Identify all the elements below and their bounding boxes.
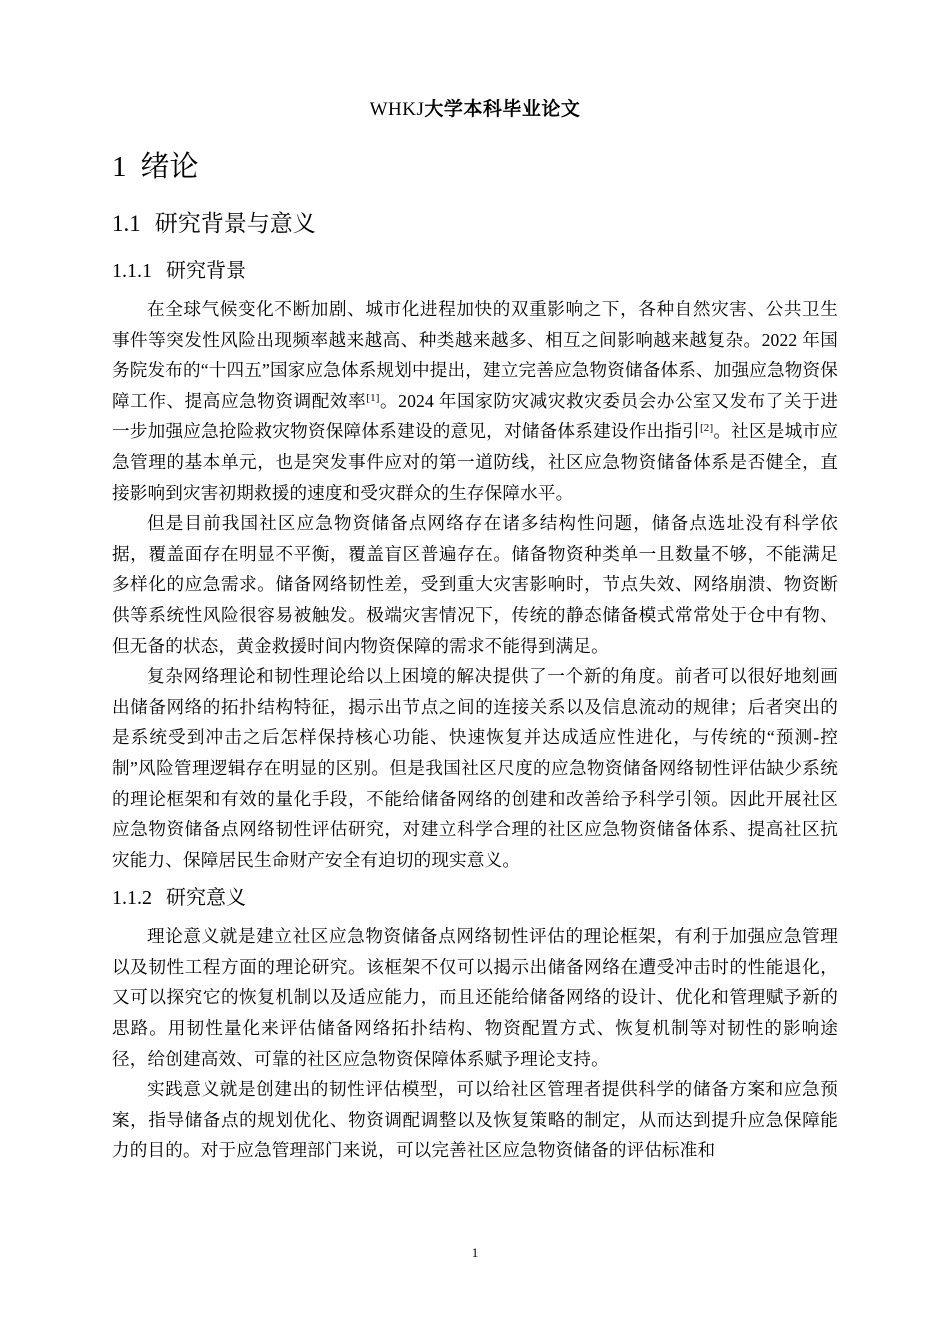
subsection-title: 研究背景 — [166, 258, 246, 282]
subsection-number: 1.1.1 — [112, 260, 152, 282]
paragraph-significance-2: 实践意义就是创建出的韧性评估模型，可以给社区管理者提供科学的储备方案和应急预案，指导储备点的规划优化、物资调配调整以及恢复策略的制定，从而达到提升应急保障能力的目的。对于应急管理部门来说，可以完善社区应急物资储备的评估标准和 — [112, 1079, 838, 1161]
paragraph-text: 在全球气候变化不断加剧、城市化进程加快的双重影响之下，各种自然灾害、公共卫生事件等突发性风险出现频率越来越高、种类越来越多、相互之间影响越来越复杂。2022 年国务院发布的“十四五”国家应急体系规划中提出，建立完善应急物资储备体系、加强应急物资保障工作、提高应急物资调配效率 — [112, 299, 838, 411]
citation-ref-1: [1] — [366, 391, 380, 404]
paragraph-text: 。2024 年国家防灾减灾救灾委员会办公室又发布了关于进一步加强应急抢险救灾物资保障体系建设的意见，对储备体系建设作出指引 — [112, 390, 838, 442]
body-content — [112, 140, 838, 1166]
paragraph-background-2: 但是目前我国社区应急物资储备点网络存在诸多结构性问题，储备点选址没有科学依据，覆盖面存在明显不平衡，覆盖盲区普遍存在。储备物资种类单一且数量不够，不能满足多样化的应急需求。储备网络韧性差，受到重大灾害影响时，节点失效、网络崩溃、物资断供等系统性风险很容易被触发。极端灾害情况下，传统的静态储备模式常常处于仓中有物、但无备的状态，黄金救援时间内物资保障的需求不能得到满足。 — [112, 513, 838, 656]
citation-ref-2: [2] — [699, 422, 714, 435]
header-latin-text: WHKJ — [369, 99, 425, 120]
page-number: 1 — [471, 1245, 479, 1260]
paragraph-background-1 — [112, 294, 838, 508]
subsection-heading-background — [112, 250, 838, 294]
paragraph-text: 。社区是城市应急管理的基本单元，也是突发事件应对的第一道防线，社区应急物资储备体系是否健全，直接影响到灾害初期救援的速度和受灾群众的生存保障水平。 — [112, 421, 838, 503]
subsection-heading-significance — [112, 877, 838, 921]
subsection-title: 研究意义 — [166, 885, 246, 910]
paragraph-background-3: 复杂网络理论和韧性理论给以上困境的解决提供了一个新的角度。前者可以很好地刻画出储备网络的拓扑结构特征，揭示出节点之间的连接关系以及信息流动的规律；后者突出的是系统受到冲击之后怎样保持核心功能、快速恢复并达成适应性进化，与传统的“预测-控制”风险管理逻辑存在明显的区别。但是我国社区尺度的应急物资储备网络韧性评估缺少系统的理论框架和有效的量化手段，不能给储备网络的创建和改善给予科学引领。因此开展社区应急物资储备点网络韧性评估研究，对建立科学合理的社区应急物资储备体系、提高社区抗灾能力、保障居民生命财产安全有迫切的现实意义。 — [112, 666, 838, 870]
subsection-number: 1.1.2 — [112, 887, 152, 910]
chapter-number: 1 — [112, 151, 127, 183]
section-title: 研究背景与意义 — [154, 211, 316, 237]
paragraph-significance-1: 理论意义就是建立社区应急物资储备点网络韧性评估的理论框架，有利于加强应急管理以及韧性工程方面的理论研究。该框架不仅可以揭示出储备网络在遭受冲击时的性能退化，又可以探究它的恢复机制以及适应能力，而且还能给储备网络的设计、优化和管理赋予新的思路。用韧性量化来评估储备网络拓扑结构、物资配置方式、恢复机制等对韧性的影响途径，给创建高效、可靠的社区应急物资保障体系赋予理论支持。 — [112, 926, 838, 1069]
section-heading — [112, 200, 838, 250]
chapter-title: 绪论 — [140, 149, 199, 183]
running-header — [112, 96, 838, 123]
section-number: 1.1 — [112, 211, 141, 236]
header-title-text: 大学本科毕业论文 — [424, 98, 581, 120]
chapter-heading — [112, 140, 838, 200]
